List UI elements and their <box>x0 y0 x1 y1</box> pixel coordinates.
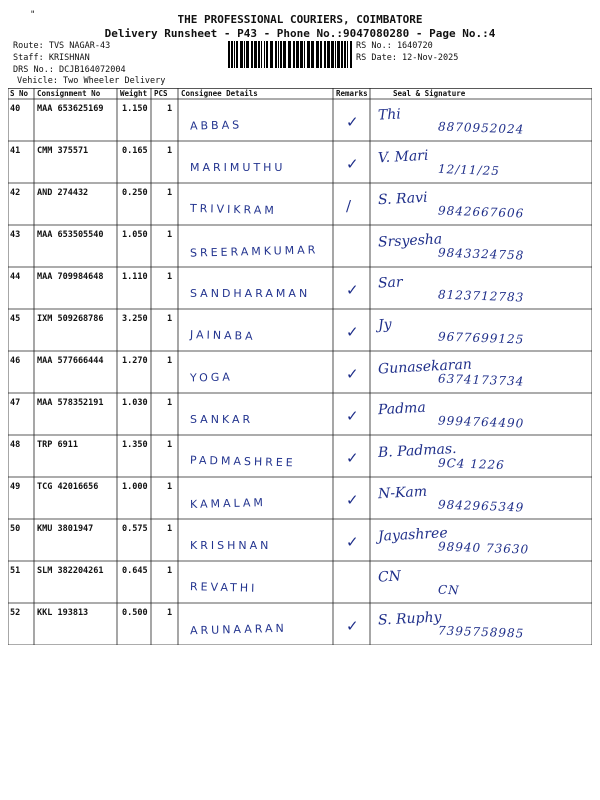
signature-phone: 9843324758 <box>437 245 525 263</box>
barcode-bar <box>296 41 299 68</box>
company-title: THE PROFESSIONAL COURIERS, COIMBATORE <box>177 13 423 26</box>
consignee-name: ARUNAARAN <box>189 621 287 638</box>
barcode-bar <box>261 41 262 68</box>
remark-tick: ✓ <box>346 155 359 173</box>
row-consignment: MAA 578352191 <box>37 398 104 408</box>
signature-phone: 9677699125 <box>437 329 525 347</box>
barcode-bar <box>341 41 343 68</box>
barcode-bar <box>244 41 245 68</box>
remark-tick: ✓ <box>346 533 359 551</box>
signature: Padma <box>377 399 427 419</box>
row-consignment: MAA 709984648 <box>37 272 104 282</box>
barcode-bar <box>236 41 238 68</box>
remark-tick: ✓ <box>346 113 359 131</box>
runsheet-title: Delivery Runsheet - P43 - Phone No.:9047080280 - Page No.:4 <box>104 27 496 40</box>
barcode-bar <box>316 41 319 68</box>
barcode-bar <box>347 41 348 68</box>
vehicle-label: Vehicle: Two Wheeler Delivery <box>17 76 166 86</box>
signature: N-Kam <box>377 483 428 503</box>
barcode-bar <box>275 41 277 68</box>
col-remarks: Remarks <box>336 89 368 98</box>
row-pcs: 1 <box>167 398 173 408</box>
row-sno: 44 <box>10 272 21 282</box>
row-pcs: 1 <box>167 356 173 366</box>
signature-phone: 9994764490 <box>437 413 525 431</box>
row-weight: 0.165 <box>122 146 148 156</box>
row-pcs: 1 <box>167 272 173 282</box>
signature-phone: 8870952024 <box>437 119 525 137</box>
row-weight: 1.350 <box>122 440 148 450</box>
row-pcs: 1 <box>167 188 173 198</box>
consignee-name: SANKAR <box>190 413 254 426</box>
signature-phone: 98940 73630 <box>437 539 530 557</box>
row-pcs: 1 <box>167 314 173 324</box>
barcode-bar <box>228 41 230 68</box>
barcode-bar <box>327 41 330 68</box>
signature: Gunasekaran <box>377 356 473 378</box>
barcode-bar <box>234 41 235 68</box>
barcode-bar <box>320 41 322 68</box>
col-consignment: Consignment No <box>37 89 101 98</box>
row-weight: 1.050 <box>122 230 148 240</box>
row-pcs: 1 <box>167 146 173 156</box>
barcode-bar <box>246 41 249 68</box>
row-consignment: MAA 577666444 <box>37 356 104 366</box>
remark-tick: ✓ <box>346 491 359 509</box>
row-consignment: KMU 3801947 <box>37 524 94 534</box>
barcode-bar <box>337 41 340 68</box>
row-consignment: MAA 653505540 <box>37 230 104 240</box>
row-weight: 1.030 <box>122 398 148 408</box>
row-sno: 51 <box>10 566 21 576</box>
signature-phone: 6374173734 <box>437 371 525 389</box>
signature-phone: 9842965349 <box>437 497 525 515</box>
row-sno: 41 <box>10 146 21 156</box>
signature: CN <box>377 568 402 586</box>
remark-tick: ✓ <box>346 407 359 425</box>
consignee-name: MARIMUTHU <box>190 161 286 174</box>
row-consignment: MAA 653625169 <box>37 104 104 114</box>
row-pcs: 1 <box>167 524 173 534</box>
signature: Sar <box>377 274 404 292</box>
barcode-bar <box>293 41 295 68</box>
signature-phone: 12/11/25 <box>437 161 501 179</box>
row-consignment: SLM 382204261 <box>37 566 104 576</box>
drs-number: DRS No.: DCJB164072004 <box>13 65 126 75</box>
signature: B. Padmas. <box>377 440 457 462</box>
staff-label: Staff: KRISHNAN <box>13 53 90 63</box>
barcode-bar <box>331 41 334 68</box>
row-weight: 1.150 <box>122 104 148 114</box>
row-sno: 48 <box>10 440 21 450</box>
signature: V. Mari <box>377 147 429 167</box>
runsheet-table <box>8 88 592 645</box>
remark-tick: ✓ <box>346 323 359 341</box>
signature-phone: 7395758985 <box>437 623 525 641</box>
row-pcs: 1 <box>167 608 173 618</box>
remark-tick: ✓ <box>346 617 359 635</box>
row-weight: 1.270 <box>122 356 148 366</box>
barcode-bar <box>350 41 352 68</box>
barcode-bar <box>240 41 243 68</box>
row-sno: 40 <box>10 104 21 114</box>
consignee-name: KAMALAM <box>189 496 267 511</box>
signature-phone: 9842667606 <box>437 203 525 221</box>
row-consignment: TCG 42016656 <box>37 482 99 492</box>
page-mark: " <box>30 10 36 20</box>
row-consignment: IXM 509268786 <box>37 314 104 324</box>
signature: Srsyesha <box>377 231 443 251</box>
row-weight: 0.575 <box>122 524 148 534</box>
barcode-bar <box>264 41 265 68</box>
barcode-bar <box>280 41 282 68</box>
consignee-name: YOGA <box>189 370 233 385</box>
consignee-name: JAINABA <box>189 328 256 343</box>
row-weight: 0.645 <box>122 566 148 576</box>
route-label: Route: TVS NAGAR-43 <box>13 41 111 51</box>
barcode-bar <box>307 41 310 68</box>
signature-phone: CN <box>437 582 460 598</box>
signature: Thi <box>377 106 402 124</box>
signature: Jayashree <box>377 525 449 545</box>
remark-tick: ✓ <box>346 449 359 467</box>
signature: S. Ravi <box>377 189 428 209</box>
barcode-bar <box>270 41 273 68</box>
row-sno: 46 <box>10 356 21 366</box>
row-weight: 0.250 <box>122 188 148 198</box>
row-sno: 52 <box>10 608 21 618</box>
row-sno: 43 <box>10 230 21 240</box>
barcode-bar <box>344 41 346 68</box>
barcode-bar <box>278 41 279 68</box>
rs-date: RS Date: 12-Nov-2025 <box>356 53 459 63</box>
row-weight: 1.110 <box>122 272 148 282</box>
col-weight: Weight <box>120 89 148 98</box>
remark-tick: ✓ <box>346 365 359 383</box>
barcode-bar <box>258 41 260 68</box>
row-consignment: AND 274432 <box>37 188 89 198</box>
consignee-name: TRIVIKRAM <box>189 201 277 218</box>
barcode-bar <box>304 41 305 68</box>
barcode <box>228 41 354 68</box>
row-weight: 3.250 <box>122 314 148 324</box>
consignee-name: PADMASHREE <box>189 453 296 470</box>
barcode-bar <box>266 41 268 68</box>
consignee-name: ABBAS <box>189 118 243 133</box>
row-sno: 42 <box>10 188 21 198</box>
signature-phone: 9C4 1226 <box>437 455 506 473</box>
row-weight: 1.000 <box>122 482 148 492</box>
col-sno: S No <box>10 89 29 98</box>
barcode-bar <box>231 41 233 68</box>
row-pcs: 1 <box>167 482 173 492</box>
signature-phone: 8123712783 <box>437 287 525 305</box>
rs-number: RS No.: 1640720 <box>356 41 433 51</box>
row-pcs: 1 <box>167 230 173 240</box>
row-sno: 45 <box>10 314 21 324</box>
row-consignment: TRP 6911 <box>37 440 78 450</box>
consignee-name: KRISHNAN <box>190 539 272 552</box>
table-grid <box>8 88 592 645</box>
row-consignment: CMM 375571 <box>37 146 89 156</box>
barcode-bar <box>335 41 336 68</box>
row-sno: 47 <box>10 398 21 408</box>
signature: S. Ruphy <box>377 609 442 629</box>
barcode-bar <box>251 41 253 68</box>
barcode-bar <box>311 41 314 68</box>
row-sno: 49 <box>10 482 21 492</box>
row-weight: 0.500 <box>122 608 148 618</box>
col-seal: Seal & Signature <box>393 89 466 98</box>
row-pcs: 1 <box>167 440 173 450</box>
signature: Jy <box>377 316 392 334</box>
barcode-bar <box>288 41 291 68</box>
barcode-bar <box>254 41 257 68</box>
col-pcs: PCS <box>154 89 168 98</box>
remark-tick: / <box>346 197 352 215</box>
consignee-name: SREERAMKUMAR <box>189 243 319 260</box>
barcode-bar <box>300 41 303 68</box>
row-consignment: KKL 193813 <box>37 608 89 618</box>
barcode-bar <box>324 41 326 68</box>
row-pcs: 1 <box>167 104 173 114</box>
row-sno: 50 <box>10 524 21 534</box>
row-pcs: 1 <box>167 566 173 576</box>
barcode-bar <box>283 41 286 68</box>
consignee-name: REVATHI <box>189 580 258 595</box>
consignee-name: SANDHARAMAN <box>190 287 311 300</box>
col-consignee: Consignee Details <box>181 89 258 98</box>
remark-tick: ✓ <box>346 281 359 299</box>
